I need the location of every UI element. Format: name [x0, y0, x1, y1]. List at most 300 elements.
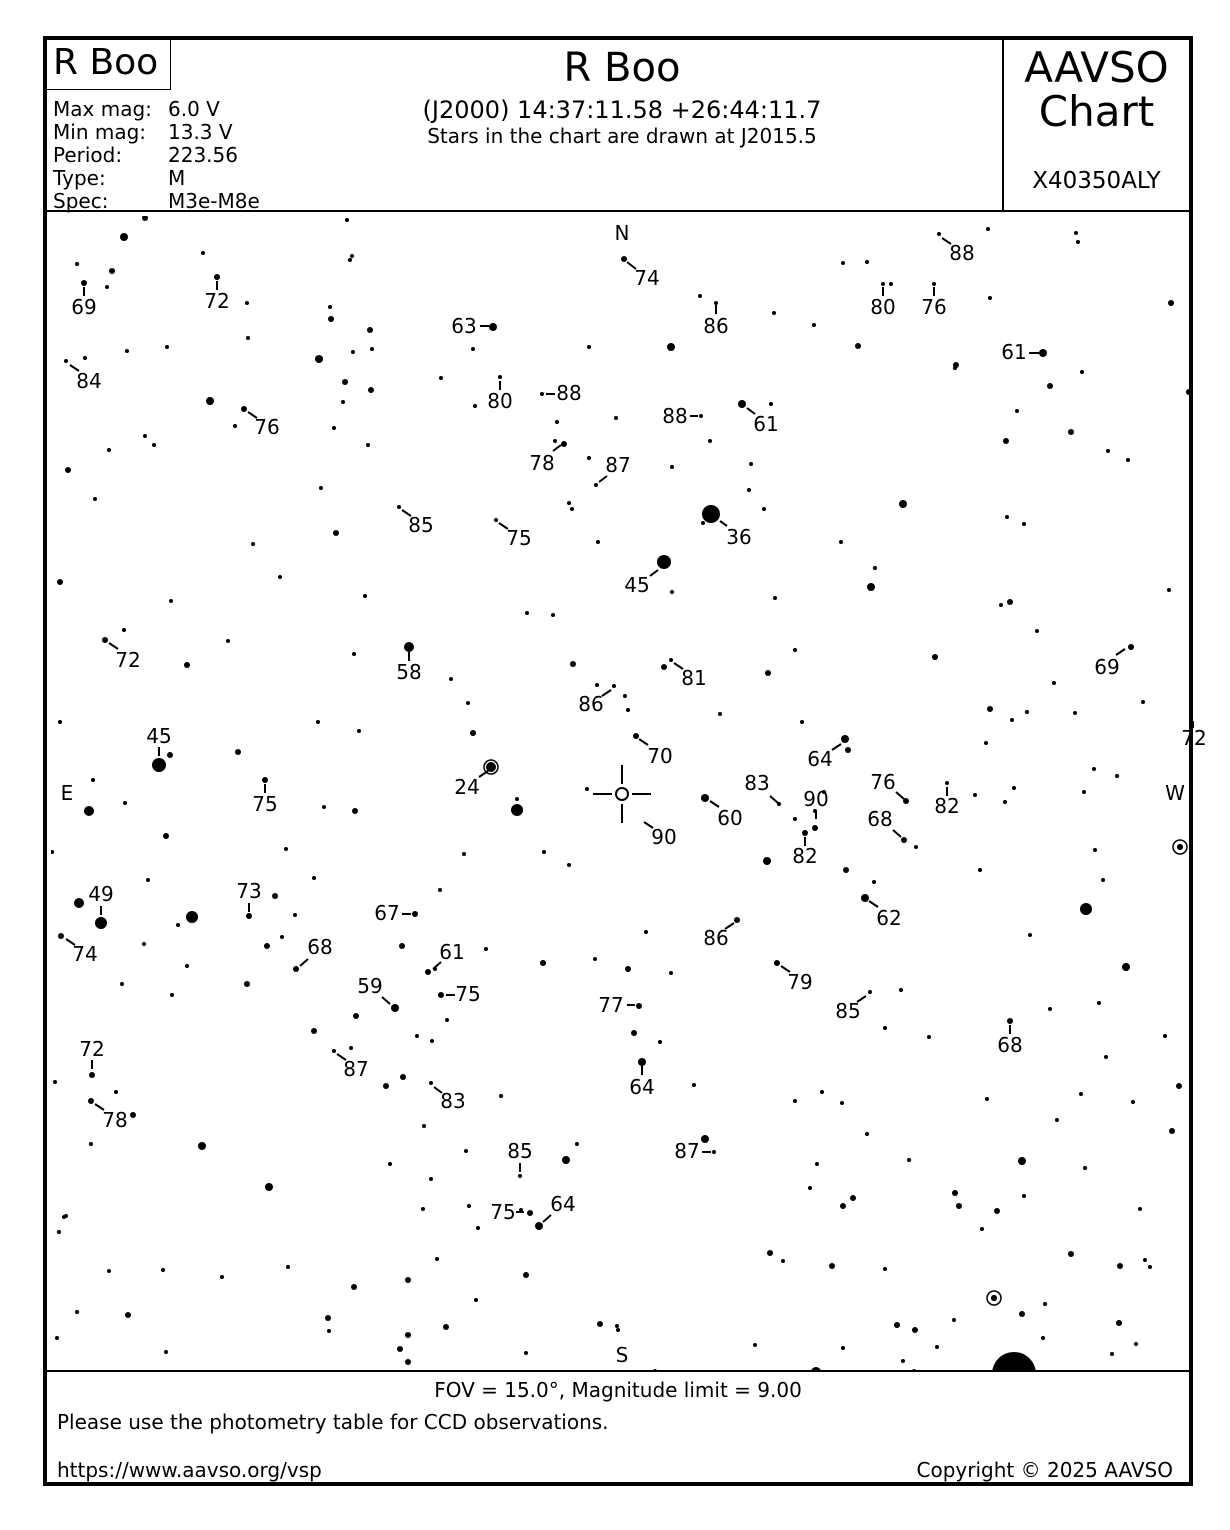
- star: [1083, 1166, 1087, 1170]
- star: [907, 1158, 911, 1162]
- star: [542, 850, 546, 854]
- magnitude-label: 75: [455, 982, 481, 1006]
- label-tick: [479, 771, 488, 777]
- star: [220, 1275, 224, 1279]
- star: [570, 661, 576, 667]
- star: [840, 1203, 846, 1209]
- star: [367, 327, 373, 333]
- star: [272, 893, 278, 899]
- magnitude-label: 64: [807, 747, 833, 771]
- magnitude-label: 36: [726, 525, 752, 549]
- magnitude-label: 64: [629, 1075, 655, 1099]
- star: [912, 1327, 918, 1333]
- magnitude-label: 72: [79, 1037, 105, 1061]
- star: [841, 261, 845, 265]
- star: [88, 1098, 94, 1104]
- star: [1177, 844, 1183, 850]
- star: [58, 933, 64, 939]
- star: [1043, 1302, 1047, 1306]
- star: [91, 778, 95, 782]
- star: [421, 1207, 425, 1211]
- star: [781, 1259, 785, 1263]
- star: [184, 662, 190, 668]
- star: [1073, 711, 1077, 715]
- star: [462, 852, 466, 856]
- star: [470, 730, 476, 736]
- star: [84, 806, 94, 816]
- star: [952, 1190, 958, 1196]
- magnitude-label: 73: [236, 879, 262, 903]
- star: [351, 350, 355, 354]
- magnitude-label: 45: [146, 724, 172, 748]
- star: [714, 301, 718, 305]
- compass-east: E: [60, 781, 74, 805]
- magnitude-label: 86: [578, 692, 604, 716]
- star: [429, 1081, 433, 1085]
- star: [293, 913, 297, 917]
- star: [142, 942, 146, 946]
- star: [612, 684, 616, 688]
- star: [130, 1112, 136, 1118]
- magnitude-labels: [71, 241, 1206, 1224]
- magnitude-label: 88: [662, 404, 688, 428]
- star: [988, 296, 992, 300]
- star: [615, 1324, 619, 1328]
- star: [841, 735, 849, 743]
- star: [89, 1142, 93, 1146]
- magnitude-label: 87: [605, 453, 631, 477]
- star: [122, 628, 126, 632]
- star: [65, 467, 71, 473]
- star: [352, 652, 356, 656]
- magnitude-label: 83: [440, 1089, 466, 1113]
- star: [820, 1090, 824, 1094]
- star: [932, 282, 936, 286]
- star: [57, 579, 63, 585]
- magnitude-label: 87: [343, 1057, 369, 1081]
- star: [438, 888, 442, 892]
- star: [1068, 1251, 1074, 1257]
- star: [952, 1318, 956, 1322]
- star: [185, 964, 189, 968]
- star: [670, 590, 674, 594]
- info-label: Spec:: [53, 189, 109, 213]
- star: [1110, 1352, 1114, 1356]
- magnitude-label: 67: [374, 901, 400, 925]
- star: [1167, 588, 1171, 592]
- star: [515, 797, 519, 801]
- chart-frame: [43, 36, 1207, 1486]
- info-value: 13.3 V: [168, 120, 233, 144]
- star: [812, 825, 818, 831]
- brand-line-2: Chart: [1038, 87, 1155, 136]
- star: [1143, 1258, 1147, 1262]
- info-value: 223.56: [168, 143, 238, 167]
- star: [484, 947, 488, 951]
- magnitude-label: 76: [921, 295, 947, 319]
- magnitude-label: 81: [681, 666, 707, 690]
- star: [1074, 231, 1078, 235]
- star: [62, 1215, 66, 1219]
- star: [50, 850, 54, 854]
- star: [551, 613, 555, 617]
- label-tick: [770, 796, 778, 803]
- star: [802, 830, 808, 836]
- magnitude-label: 85: [835, 999, 861, 1023]
- star: [167, 752, 173, 758]
- star: [75, 1310, 79, 1314]
- magnitude-label: 69: [71, 295, 97, 319]
- star: [55, 1336, 59, 1340]
- compass-north: N: [614, 221, 630, 245]
- star: [345, 218, 349, 222]
- star: [765, 670, 771, 676]
- star: [621, 256, 627, 262]
- magnitude-label: 68: [867, 807, 893, 831]
- star: [1005, 515, 1009, 519]
- star: [109, 268, 115, 274]
- magnitude-label: 86: [703, 926, 729, 950]
- star: [206, 397, 214, 405]
- star: [1048, 1007, 1052, 1011]
- star: [349, 1046, 353, 1050]
- star: [471, 347, 475, 351]
- star: [815, 1162, 819, 1166]
- star: [120, 982, 124, 986]
- star: [333, 530, 339, 536]
- info-label: Period:: [53, 143, 123, 167]
- info-label: Max mag:: [53, 97, 152, 121]
- vsp-url[interactable]: https://www.aavso.org/vsp: [57, 1458, 322, 1482]
- star: [474, 1298, 478, 1302]
- magnitude-label: 82: [792, 844, 818, 868]
- star: [1022, 1194, 1026, 1198]
- magnitude-label: 76: [254, 415, 280, 439]
- star: [523, 1272, 529, 1278]
- star: [843, 867, 849, 873]
- star: [1035, 629, 1039, 633]
- star: [829, 1263, 835, 1269]
- star: [527, 1210, 533, 1216]
- star: [901, 837, 907, 843]
- brand-box: [1002, 40, 1189, 210]
- label-tick: [832, 744, 841, 750]
- star: [246, 336, 250, 340]
- magnitude-label: 75: [252, 792, 278, 816]
- star: [774, 960, 780, 966]
- star: [350, 254, 354, 258]
- star: [1079, 1092, 1083, 1096]
- star: [368, 387, 374, 393]
- magnitude-label: 76: [870, 770, 896, 794]
- magnitude-label: 49: [88, 882, 114, 906]
- star: [415, 1034, 419, 1038]
- star: [667, 343, 675, 351]
- magnitude-label: 59: [357, 974, 383, 998]
- star: [839, 540, 843, 544]
- magnitude-label: 64: [550, 1192, 576, 1216]
- star: [901, 1359, 905, 1363]
- star: [370, 347, 374, 351]
- star: [312, 876, 316, 880]
- magnitude-label: 77: [598, 993, 624, 1017]
- star: [701, 1135, 709, 1143]
- star: [511, 804, 523, 816]
- magnitude-label: 84: [76, 369, 102, 393]
- chart-header: [47, 40, 1189, 212]
- star: [404, 642, 414, 652]
- star: [625, 966, 631, 972]
- magnitude-label: 80: [870, 295, 896, 319]
- star: [1055, 1118, 1059, 1122]
- magnitude-label: 74: [634, 266, 660, 290]
- star: [889, 282, 893, 286]
- star: [152, 758, 166, 772]
- magnitude-label: 61: [1001, 340, 1027, 364]
- star: [562, 1156, 570, 1164]
- star: [623, 694, 627, 698]
- star: [935, 1345, 939, 1349]
- star: [899, 988, 903, 992]
- star: [165, 345, 169, 349]
- star: [1028, 933, 1032, 937]
- star: [399, 943, 405, 949]
- star: [445, 1018, 449, 1022]
- star: [633, 733, 639, 739]
- star: [658, 1040, 662, 1044]
- star: [1007, 599, 1013, 605]
- star: [657, 555, 671, 569]
- star: [473, 404, 477, 408]
- star: [311, 1028, 317, 1034]
- magnitude-label: 72: [115, 648, 141, 672]
- star: [595, 683, 599, 687]
- target-circle: [616, 788, 628, 800]
- star: [489, 323, 497, 331]
- magnitude-label: 75: [490, 1200, 516, 1224]
- star: [357, 729, 361, 733]
- star: [499, 1094, 503, 1098]
- star: [316, 720, 320, 724]
- star: [235, 749, 241, 755]
- star: [102, 637, 108, 643]
- star: [466, 701, 470, 705]
- star: [1163, 1034, 1167, 1038]
- star: [246, 913, 252, 919]
- star: [894, 1322, 900, 1328]
- star: [769, 402, 773, 406]
- star: [95, 917, 107, 929]
- star: [152, 443, 156, 447]
- star: [1018, 1157, 1026, 1165]
- star: [712, 1150, 716, 1154]
- magnitude-label: 82: [934, 794, 960, 818]
- star: [186, 911, 198, 923]
- star: [322, 805, 326, 809]
- star: [1168, 300, 1174, 306]
- chart-id: X40350ALY: [1032, 168, 1161, 194]
- label-tick: [650, 570, 658, 576]
- label-tick: [300, 959, 308, 966]
- magnitude-label: 62: [876, 906, 902, 930]
- star: [264, 943, 270, 949]
- star: [244, 981, 250, 987]
- star: [987, 706, 993, 712]
- star: [262, 777, 268, 783]
- star: [762, 507, 766, 511]
- star: [984, 741, 988, 745]
- star: [631, 1030, 637, 1036]
- star: [438, 992, 444, 998]
- star: [123, 801, 127, 805]
- star: [142, 215, 148, 221]
- star: [1116, 1320, 1122, 1326]
- star: [328, 316, 334, 322]
- star: [1131, 1100, 1135, 1104]
- star: [793, 1099, 797, 1103]
- star: [812, 323, 816, 327]
- star: [1134, 1342, 1138, 1346]
- compass-south: S: [615, 1343, 629, 1367]
- star: [1019, 1311, 1025, 1317]
- star: [994, 1208, 1000, 1214]
- star: [986, 227, 990, 231]
- star: [214, 274, 220, 280]
- star: [883, 1267, 887, 1271]
- star: [636, 1003, 642, 1009]
- star: [1015, 409, 1019, 413]
- star: [388, 1162, 392, 1166]
- ccd-note: Please use the photometry table for CCD observations.: [57, 1410, 609, 1434]
- star: [800, 720, 804, 724]
- star: [945, 781, 949, 785]
- star: [747, 488, 751, 492]
- star: [1052, 681, 1056, 685]
- star: [932, 654, 938, 660]
- star: [881, 282, 885, 286]
- star: [405, 1277, 411, 1283]
- star: [286, 1265, 290, 1269]
- star: [985, 1097, 989, 1101]
- star: [397, 505, 401, 509]
- star: [405, 1359, 411, 1365]
- label-tick: [543, 1215, 551, 1222]
- star: [422, 1124, 426, 1128]
- star: [669, 658, 673, 662]
- star: [614, 416, 618, 420]
- star: [1012, 786, 1016, 790]
- star: [701, 794, 709, 802]
- copyright: Copyright © 2025 AAVSO: [916, 1458, 1173, 1482]
- star: [670, 465, 674, 469]
- star: [278, 575, 282, 579]
- magnitude-label: 61: [439, 940, 465, 964]
- star: [327, 1329, 331, 1333]
- star: [927, 1035, 931, 1039]
- star: [319, 486, 323, 490]
- magnitude-label: 85: [408, 513, 434, 537]
- star: [161, 1268, 165, 1272]
- star: [280, 935, 284, 939]
- star: [1101, 878, 1105, 882]
- star: [1141, 700, 1145, 704]
- star: [1190, 712, 1196, 718]
- star: [867, 583, 875, 591]
- star: [245, 301, 249, 305]
- star: [120, 233, 128, 241]
- star: [83, 356, 87, 360]
- star: [397, 1346, 403, 1352]
- star: [341, 400, 345, 404]
- compass-west: W: [1165, 781, 1185, 805]
- star: [855, 343, 861, 349]
- star: [525, 611, 529, 615]
- star: [661, 664, 667, 670]
- star: [540, 960, 546, 966]
- magnitude-label: 68: [307, 935, 333, 959]
- star: [767, 1250, 773, 1256]
- star: [708, 439, 712, 443]
- star: [555, 420, 559, 424]
- star: [883, 1026, 887, 1030]
- star: [773, 596, 777, 600]
- magnitude-label: 24: [454, 775, 480, 799]
- magnitude-label: 58: [396, 660, 422, 684]
- star: [953, 366, 957, 370]
- star: [616, 1328, 620, 1332]
- star: [999, 603, 1003, 607]
- star: [596, 540, 600, 544]
- info-value: M3e-M8e: [168, 189, 260, 213]
- star: [793, 648, 797, 652]
- star: [718, 712, 722, 716]
- star: [93, 497, 97, 501]
- star: [439, 376, 443, 380]
- star: [1039, 349, 1047, 357]
- info-value: M: [168, 166, 186, 190]
- star: [58, 720, 62, 724]
- star: [699, 414, 703, 418]
- star: [363, 594, 367, 598]
- star: [808, 1186, 812, 1190]
- star: [865, 260, 869, 264]
- star: [1047, 383, 1053, 389]
- star: [332, 426, 336, 430]
- star: [850, 1195, 856, 1201]
- star: [328, 305, 332, 309]
- star: [383, 1083, 389, 1089]
- star: [575, 1142, 579, 1146]
- star: [1010, 718, 1014, 722]
- star: [1041, 1336, 1045, 1340]
- star: [1190, 298, 1194, 302]
- star: [692, 1083, 696, 1087]
- info-label: Type:: [53, 166, 106, 190]
- star: [57, 1230, 61, 1234]
- star: [315, 355, 323, 363]
- star: [873, 566, 877, 570]
- magnitude-label: 90: [803, 787, 829, 811]
- magnitude-label: 75: [506, 526, 532, 550]
- magnitude-label: 72: [204, 289, 230, 313]
- star: [1126, 458, 1130, 462]
- star: [342, 379, 348, 385]
- chart-footer: [47, 1370, 1189, 1482]
- star: [53, 1080, 57, 1084]
- info-label: Min mag:: [53, 120, 147, 144]
- star: [425, 969, 431, 975]
- label-tick: [896, 792, 904, 799]
